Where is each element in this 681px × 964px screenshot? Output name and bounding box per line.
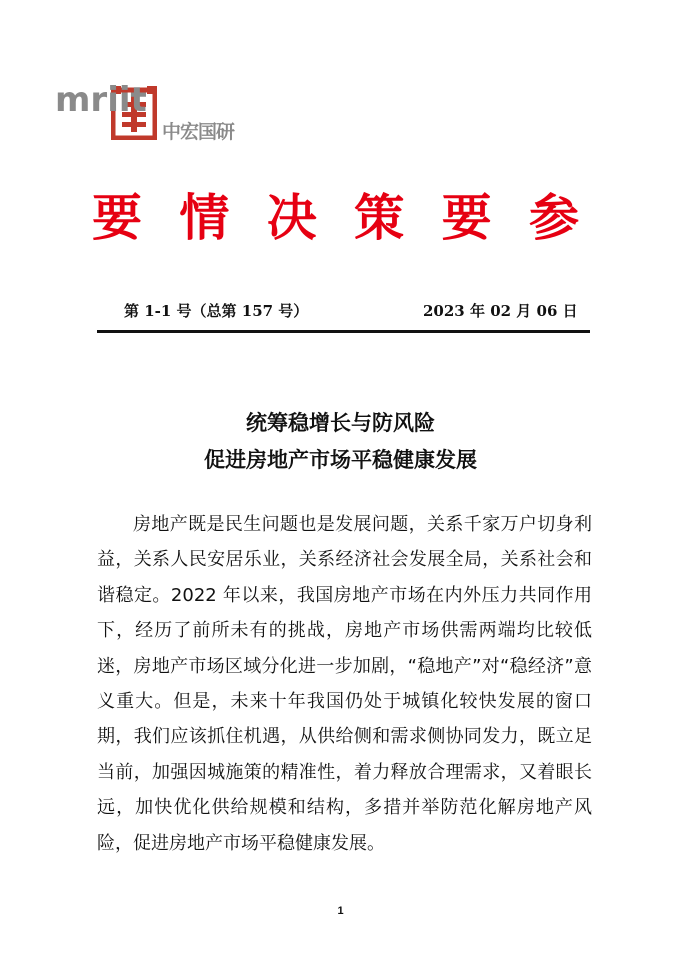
article-title-line2: 促进房地产市场平稳健康发展 [204, 448, 477, 472]
issue-number: 第 1-1 号（总第 157 号） [124, 302, 309, 320]
article-paragraph: 房地产既是民生问题也是发展问题，关系千家万户切身利益，关系人民安居乐业，关系经济社会发展全局，关系社会和谐稳定。2022 年以来，我国房地产市场在内外压力共同作用下，经历了前所未有的挑战，房地产市场供需两端均比较低迷，房地产市场区域分化进一步加剧，“稳地产”对“稳经济”意义重大。但是，未来十年我国仍处于城镇化较快发展的窗口期，我们应该抓住机遇，从供给侧和需求侧协同发力，既立足当前，加强因城施策的精准性，着力释放合理需求，又着眼长远，加快优化供给规模和结构，多措并举防范化解房地产风险，促进房地产市场平稳健康发展。 [97, 514, 592, 854]
issue-date: 2023 年 02 月 06 日 [423, 302, 578, 320]
page-number: 1 [337, 905, 344, 917]
header-divider [97, 330, 590, 333]
logo-brand-cn: 中宏国研 [162, 121, 235, 143]
logo-brand-en: mriit [55, 80, 147, 120]
masthead-title: 要 情 决 策 要 参 [91, 189, 590, 247]
article-title-line1: 统筹稳增长与防风险 [246, 411, 435, 435]
